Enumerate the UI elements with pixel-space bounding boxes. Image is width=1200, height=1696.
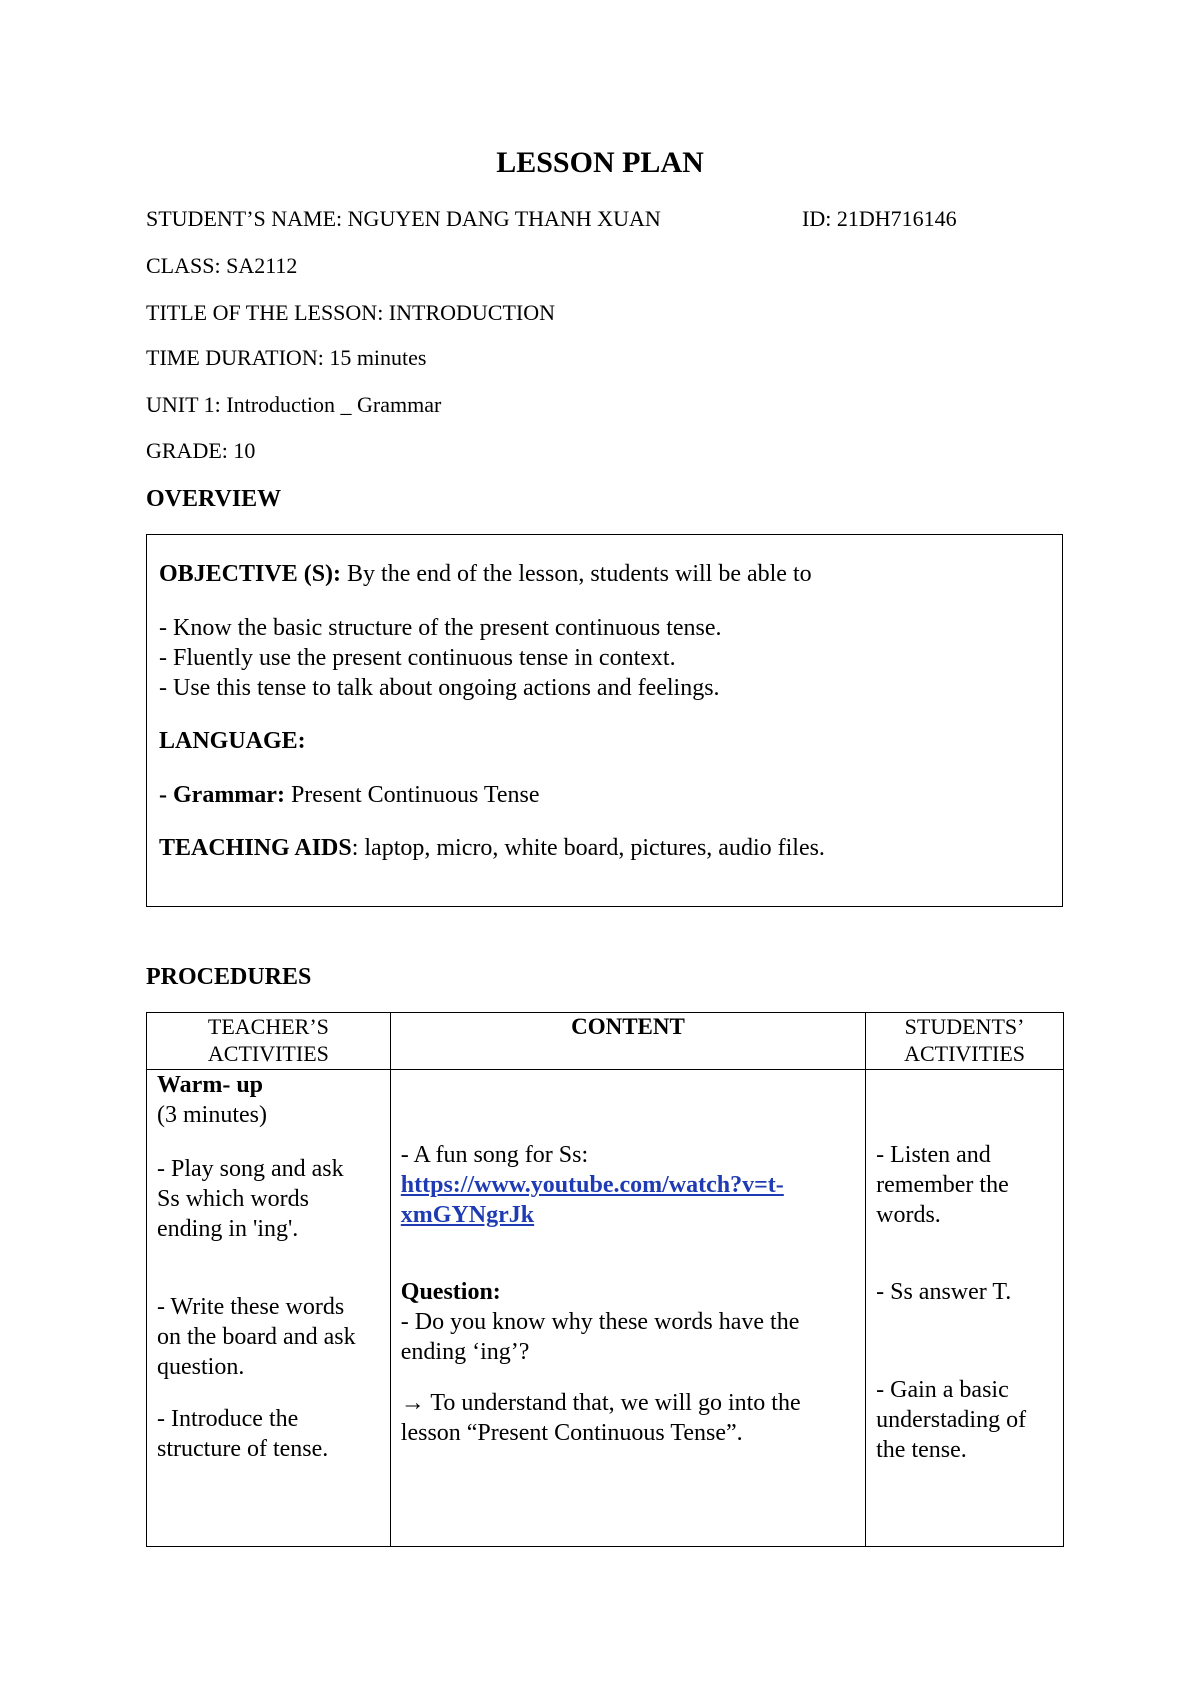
grade-line: GRADE: 10 bbox=[146, 438, 256, 463]
content-cell bbox=[390, 1070, 865, 1547]
content-text: lesson “Present Continuous Tense”. bbox=[400, 1420, 743, 1446]
stage-label: Warm- up bbox=[157, 1072, 264, 1098]
header-text: ACTIVITIES bbox=[207, 1041, 329, 1066]
content-header bbox=[390, 1013, 865, 1070]
song-link[interactable]: https://www.youtube.com/watch?v=t- bbox=[400, 1172, 784, 1198]
overview-heading: OVERVIEW bbox=[146, 486, 282, 512]
lesson-title-line: TITLE OF THE LESSON: INTRODUCTION bbox=[146, 300, 556, 325]
page-title: LESSON PLAN bbox=[496, 146, 704, 179]
stage-time: (3 minutes) bbox=[157, 1102, 267, 1128]
teacher-activity-text: ending in 'ing'. bbox=[157, 1216, 299, 1242]
teacher-activities-header bbox=[147, 1013, 391, 1070]
objective-label: OBJECTIVE (S): bbox=[159, 561, 342, 587]
content-text: ending ‘ing’? bbox=[400, 1339, 530, 1365]
teacher-activities-cell bbox=[147, 1070, 391, 1547]
objective-item: - Know the basic structure of the present continuous tense. bbox=[159, 615, 722, 641]
objective-item: - Use this tense to talk about ongoing actions and feelings. bbox=[159, 675, 720, 701]
content-text bbox=[401, 1388, 801, 1419]
unit-line: UNIT 1: Introduction _ Grammar bbox=[146, 392, 442, 417]
table-header-row bbox=[147, 1013, 1064, 1070]
student-name: STUDENT’S NAME: NGUYEN DANG THANH XUAN bbox=[146, 206, 661, 231]
grammar-text: Present Continuous Tense bbox=[284, 782, 540, 808]
language-label: LANGUAGE: bbox=[159, 728, 306, 754]
student-activity-text: the tense. bbox=[876, 1437, 967, 1463]
teacher-activity-text: on the board and ask bbox=[157, 1324, 356, 1350]
duration-line: TIME DURATION: 15 minutes bbox=[146, 345, 427, 370]
teacher-activity-text: - Introduce the bbox=[157, 1406, 299, 1432]
header-text: ACTIVITIES bbox=[904, 1041, 1026, 1066]
teacher-activity-text: question. bbox=[157, 1354, 245, 1380]
content-text-part: To understand that, we will go into the bbox=[424, 1390, 801, 1416]
student-name-line bbox=[146, 206, 1066, 232]
table-row bbox=[147, 1070, 1064, 1547]
teacher-activity-text: structure of tense. bbox=[157, 1436, 329, 1462]
teaching-aids-text: : laptop, micro, white board, pictures, audio files. bbox=[351, 835, 825, 861]
teaching-aids-line bbox=[159, 835, 825, 862]
student-activity-text: understading of bbox=[876, 1407, 1027, 1433]
student-activity-text: - Listen and bbox=[876, 1142, 991, 1168]
students-activities-header bbox=[866, 1013, 1064, 1070]
overview-box bbox=[146, 534, 1063, 907]
student-activity-text: remember the bbox=[876, 1172, 1009, 1198]
grammar-label: - Grammar: bbox=[159, 782, 285, 808]
grammar-line bbox=[159, 782, 539, 809]
students-activities-cell bbox=[866, 1070, 1064, 1547]
procedures-table bbox=[146, 1012, 1064, 1547]
student-activity-text: - Ss answer T. bbox=[876, 1279, 1012, 1305]
procedures-heading: PROCEDURES bbox=[146, 964, 312, 990]
header-text: STUDENTS’ bbox=[904, 1014, 1025, 1039]
teaching-aids-label: TEACHING AIDS bbox=[159, 835, 352, 861]
content-text: - Do you know why these words have the bbox=[400, 1309, 800, 1335]
objective-line bbox=[159, 561, 812, 588]
header-text: TEACHER’S bbox=[207, 1014, 329, 1039]
class-line: CLASS: SA2112 bbox=[146, 253, 298, 278]
objective-text: By the end of the lesson, students will be able to bbox=[341, 561, 812, 587]
teacher-activity-text: - Play song and ask bbox=[157, 1156, 344, 1182]
teacher-activity-text: Ss which words bbox=[157, 1186, 310, 1212]
header-text: CONTENT bbox=[571, 1014, 685, 1039]
student-activity-text: - Gain a basic bbox=[876, 1377, 1009, 1403]
song-link[interactable]: xmGYNgrJk bbox=[400, 1202, 535, 1228]
objective-item: - Fluently use the present continuous tense in context. bbox=[159, 645, 676, 671]
student-activity-text: words. bbox=[876, 1202, 941, 1228]
question-label: Question: bbox=[400, 1279, 501, 1305]
arrow-right-icon: → bbox=[400, 1390, 425, 1416]
student-id: ID: 21DH716146 bbox=[802, 206, 957, 231]
teacher-activity-text: - Write these words bbox=[157, 1294, 345, 1320]
content-text: - A fun song for Ss: bbox=[400, 1142, 589, 1168]
